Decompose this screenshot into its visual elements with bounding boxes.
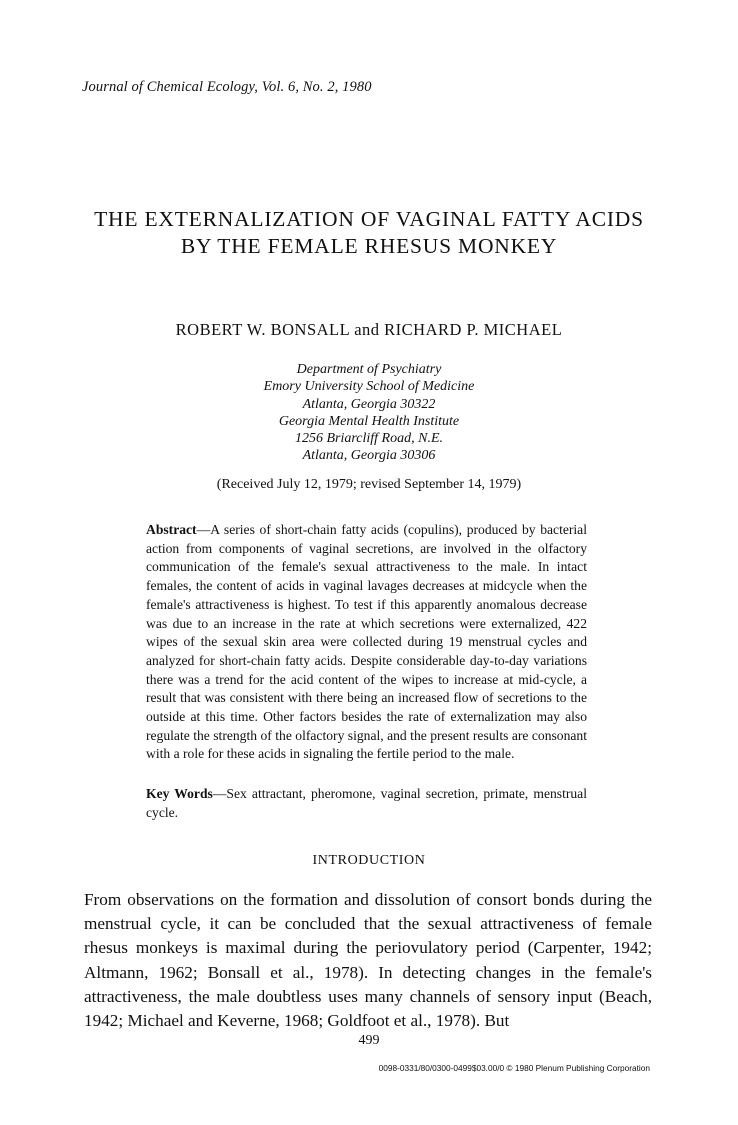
affiliation-line: Atlanta, Georgia 30322 xyxy=(302,396,436,412)
abstract-text: —A series of short-chain fatty acids (copulins), produced by bacterial action from components of vaginal secretions, are involved in the olfactory communication of the female's sexual attractiveness to the male. In intact females, the content of acids in vaginal lavages decreases at midcycle when the female's attractiveness is highest. To test if this apparently anomalous decrease was due to an increase in the rate at which secretions were externalized, 422 wipes of the sexual skin area were collected during 19 menstrual cycles and analyzed for short-chain fatty acids. Despite considerable day-to-day variations there was a trend for the acid content of the wipes to increase at mid-cycle, a result that was consistent with there being an increased flow of secretions to the outside at this time. Other factors besides the rate of externalization may also regulate the strength of the olfactory signal, and the present results are consonant with a role for these acids in signaling the fertile period to the male. xyxy=(146,522,587,762)
article-title-line-2: BY THE FEMALE RHESUS MONKEY xyxy=(180,234,558,258)
affiliation xyxy=(168,361,570,465)
affiliation-line: Emory University School of Medicine xyxy=(263,379,475,395)
article-title xyxy=(60,206,678,260)
keywords-text: —Sex attractant, pheromone, vaginal secretion, primate, menstrual cycle. xyxy=(146,786,587,820)
affiliation-line: 1256 Briarcliff Road, N.E. xyxy=(294,431,444,447)
abstract-label: Abstract xyxy=(146,522,197,537)
abstract xyxy=(146,521,587,764)
section-heading-introduction: INTRODUCTION xyxy=(312,853,426,868)
keywords xyxy=(146,785,587,822)
journal-citation: Journal of Chemical Ecology, Vol. 6, No. 2, 1980 xyxy=(82,79,372,95)
copyright-line: 0098-0331/80/0300-0499$03.00/0 © 1980 Plenum Publishing Corporation xyxy=(378,1063,650,1073)
received-dates: (Received July 12, 1979; revised September 14, 1979) xyxy=(216,477,522,492)
introduction-paragraph: From observations on the formation and dissolution of consort bonds during the menstrual cycle, it can be concluded that the sexual attractiveness of female rhesus monkeys is maximal during the periovulatory period (Carpenter, 1942; Altmann, 1962; Bonsall et al., 1978). In detecting changes in the female's attractiveness, the male doubtless uses many channels of sensory input (Beach, 1942; Michael and Keverne, 1968; Goldfoot et al., 1978). But xyxy=(84,890,652,1031)
page-number: 499 xyxy=(358,1033,380,1048)
affiliation-line: Department of Psychiatry xyxy=(296,362,442,377)
article-title-line-1: THE EXTERNALIZATION OF VAGINAL FATTY ACIDS xyxy=(94,207,644,231)
affiliation-line: Georgia Mental Health Institute xyxy=(278,413,460,429)
affiliation-line: Atlanta, Georgia 30306 xyxy=(302,448,436,464)
keywords-label: Key Words xyxy=(146,786,213,801)
author-list: ROBERT W. BONSALL and RICHARD P. MICHAEL xyxy=(175,320,563,339)
